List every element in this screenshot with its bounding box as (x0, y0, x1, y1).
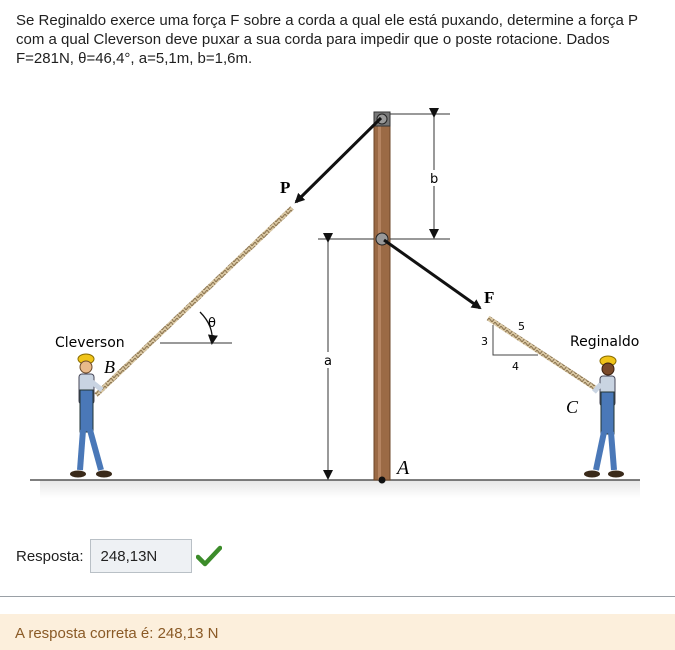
pole (374, 112, 390, 480)
ground-shadow (40, 480, 640, 498)
label-A: A (397, 457, 410, 479)
answer-label: Resposta: (16, 547, 84, 565)
label-a: a (324, 354, 332, 369)
rope-left (96, 208, 292, 395)
label-F: F (484, 288, 495, 307)
pole-base-point (379, 477, 386, 484)
answer-input[interactable] (90, 539, 192, 573)
worker-reginaldo (584, 356, 624, 478)
arrow-F (384, 240, 480, 308)
label-P: P (280, 178, 291, 197)
slope-triangle (493, 325, 538, 355)
check-icon (196, 545, 222, 567)
correct-answer-feedback (0, 614, 675, 650)
answer-row (16, 537, 222, 575)
name-cleverson: Cleverson (55, 335, 125, 351)
slope-3: 3 (481, 335, 488, 348)
feedback-text: A resposta correta é: 248,13 N (15, 625, 219, 642)
arrow-P (296, 118, 381, 202)
rope-right (488, 318, 598, 390)
label-theta: θ (208, 316, 216, 331)
problem-figure (0, 90, 675, 520)
label-b: b (430, 172, 439, 187)
label-C: C (566, 397, 579, 417)
divider (0, 596, 675, 597)
slope-5: 5 (518, 320, 525, 333)
label-B: B (104, 357, 115, 377)
slope-4: 4 (512, 360, 519, 373)
name-reginaldo: Reginaldo (570, 334, 640, 350)
question-text: Se Reginaldo exerce uma força F sobre a corda a qual ele está puxando, determine a força P com a qual Cleverson deve puxar a sua corda para impedir que o poste rotacione. Dados F=281N, θ=46,4°, a=5,1m, b=1,6m. (16, 12, 638, 67)
